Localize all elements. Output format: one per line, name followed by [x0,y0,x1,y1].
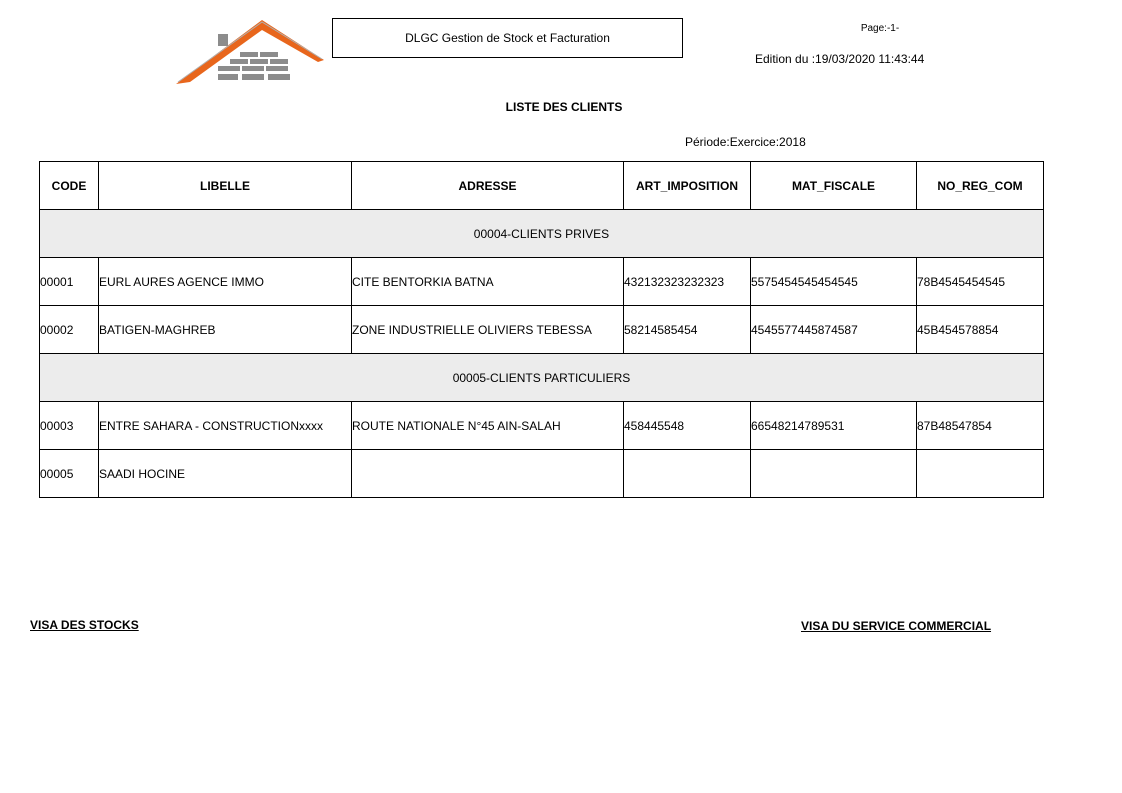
cell-art-imposition: 458445548 [624,402,751,450]
cell-no-reg-com: 87B48547854 [917,402,1044,450]
report-title: LISTE DES CLIENTS [505,100,623,114]
cell-libelle: EURL AURES AGENCE IMMO [99,258,352,306]
column-header-art-imposition: ART_IMPOSITION [624,162,751,210]
app-title-box [332,18,683,58]
cell-mat-fiscale [751,450,917,498]
cell-libelle: BATIGEN-MAGHREB [99,306,352,354]
cell-adresse: ROUTE NATIONALE N°45 AIN-SALAH [352,402,624,450]
cell-code: 00005 [40,450,99,498]
cell-art-imposition: 432132323232323 [624,258,751,306]
app-title: DLGC Gestion de Stock et Facturation [405,31,610,45]
column-header-libelle: LIBELLE [99,162,352,210]
cell-adresse [352,450,624,498]
cell-code: 00002 [40,306,99,354]
cell-mat-fiscale: 5575454545454545 [751,258,917,306]
table-row [40,258,1044,306]
logo-chimney [218,34,228,46]
group-label: 00005-CLIENTS PARTICULIERS [40,354,1044,402]
group-header-row [40,210,1044,258]
cell-no-reg-com: 78B4545454545 [917,258,1044,306]
column-header-code: CODE [40,162,99,210]
cell-mat-fiscale: 4545577445874587 [751,306,917,354]
report-period: Période:Exercice:2018 [685,135,806,149]
column-header-adresse: ADRESSE [352,162,624,210]
cell-libelle: ENTRE SAHARA - CONSTRUCTIONxxxx [99,402,352,450]
group-label: 00004-CLIENTS PRIVES [40,210,1044,258]
column-header-mat-fiscale: MAT_FISCALE [751,162,917,210]
cell-adresse: CITE BENTORKIA BATNA [352,258,624,306]
table-row [40,306,1044,354]
cell-art-imposition [624,450,751,498]
cell-code: 00003 [40,402,99,450]
logo-bricks [218,52,290,80]
cell-mat-fiscale: 66548214789531 [751,402,917,450]
clients-table [39,161,1044,498]
page-number: Page:-1- [860,23,900,34]
cell-art-imposition: 58214585454 [624,306,751,354]
group-header-row [40,354,1044,402]
edition-date: Edition du :19/03/2020 11:43:44 [755,52,925,66]
table-header-row [40,162,1044,210]
table-row [40,402,1044,450]
cell-code: 00001 [40,258,99,306]
visa-stocks-label: VISA DES STOCKS [30,618,139,632]
table-row [40,450,1044,498]
column-header-no-reg-com: NO_REG_COM [917,162,1044,210]
cell-libelle: SAADI HOCINE [99,450,352,498]
cell-adresse: ZONE INDUSTRIELLE OLIVIERS TEBESSA [352,306,624,354]
cell-no-reg-com [917,450,1044,498]
cell-no-reg-com: 45B454578854 [917,306,1044,354]
visa-commercial-label: VISA DU SERVICE COMMERCIAL [801,619,992,633]
company-logo [174,18,324,86]
